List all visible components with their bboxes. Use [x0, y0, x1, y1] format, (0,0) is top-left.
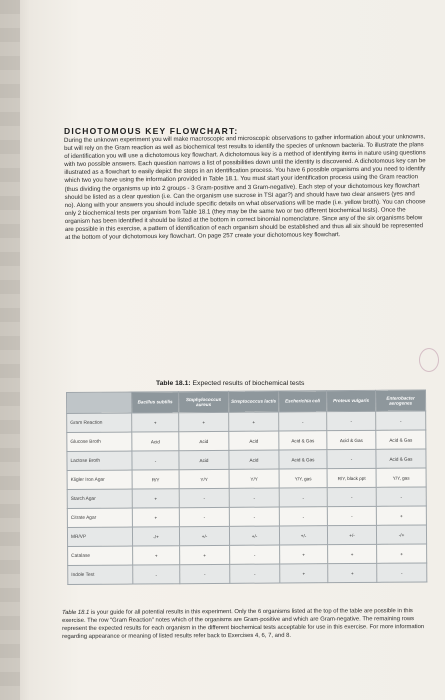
table-cell: Acid & Gas	[376, 449, 426, 468]
table-cell: Acid & Gas	[327, 430, 376, 449]
row-header: Lactose Broth	[67, 451, 132, 470]
table-cell: -	[327, 411, 376, 430]
table-cell: -	[179, 488, 229, 507]
table-row	[68, 563, 427, 585]
table-cell: -	[376, 487, 426, 506]
results-table-wrapper	[66, 389, 426, 592]
table-cell: -	[229, 507, 279, 526]
table-cell: -	[132, 451, 179, 470]
table-cell: Acid & Gas	[279, 450, 327, 469]
table-cell: Y/Y	[229, 469, 279, 488]
table-cell: -	[230, 545, 280, 564]
table-cell: +/-	[279, 526, 327, 545]
table-cell: -/+	[132, 527, 179, 546]
row-header: Starch Agar	[67, 489, 132, 508]
table-cell: Y/Y, gas	[376, 468, 426, 487]
footer-table-reference: Table 18.1	[62, 609, 90, 616]
table-cell: -	[327, 487, 376, 506]
table-cell: +	[180, 545, 230, 564]
table-row	[67, 449, 426, 471]
table-caption-number: Table 18.1:	[156, 380, 191, 387]
table-cell: +	[280, 564, 328, 583]
table-cell: Acid	[229, 450, 279, 469]
table-cell: -	[377, 563, 427, 582]
section-heading: DICHOTOMOUS KEY FLOWCHART:	[64, 126, 239, 136]
row-header: Kligler Iron Agar	[67, 470, 132, 489]
table-cell: +	[132, 489, 179, 508]
row-header: Glucose Broth	[67, 432, 132, 451]
table-cell: +	[229, 412, 279, 431]
table-cell: Acid	[229, 431, 279, 450]
table-header-row	[67, 390, 426, 414]
table-cell: -	[229, 488, 279, 507]
column-header: Escherichia coli	[278, 391, 326, 412]
table-row	[67, 487, 426, 509]
table-cell: Acid	[179, 450, 229, 469]
table-cell: -/+	[376, 525, 426, 544]
table-cell: R/Y	[132, 470, 179, 489]
table-cell: -	[327, 449, 376, 468]
table-cell: +/-	[179, 526, 229, 545]
table-cell: +	[132, 413, 179, 432]
table-cell: -	[180, 564, 230, 583]
table-cell: +	[376, 506, 426, 525]
table-cell: Acid	[179, 431, 229, 450]
pencil-mark-icon	[419, 348, 439, 372]
footer-text: is your guide for all potential results in this experiment. Only the 6 organisms listed at the top of the table are possible in this exercise. The row "Gram Reaction" notes which of the organisms are Gram-positive and which are Gram-negative. The remaining rows represent the expected results for each organism in the different biochemical tests acceptable for use in this exercise. For more information regarding appearance or meaning of listed results refer back to Exercises 4, 6, 7, and 8.	[62, 608, 425, 640]
table-cell: Acid	[132, 432, 179, 451]
table-row	[67, 430, 426, 452]
table-cell: +	[179, 412, 229, 431]
table-cell: Y/Y	[179, 469, 229, 488]
table-row	[67, 468, 426, 490]
table-cell: +/-	[327, 525, 376, 544]
column-header: Bacillus subtilis	[132, 392, 179, 413]
table-cell: +/-	[229, 526, 279, 545]
table-cell: -	[230, 564, 280, 583]
table-cell: +	[132, 508, 179, 527]
table-cell: +	[377, 544, 427, 563]
row-header: Catalase	[68, 546, 133, 565]
table-description-paragraph	[62, 607, 430, 641]
table-caption-text: Expected results of biochemical tests	[190, 380, 305, 387]
table-cell: +	[328, 563, 377, 582]
biochemical-results-table	[66, 389, 427, 585]
table-row	[68, 544, 427, 566]
table-cell: -	[279, 488, 327, 507]
table-cell: -	[179, 507, 229, 526]
column-header: Enterobacter aerogenes	[375, 390, 425, 411]
table-corner-cell	[67, 392, 132, 413]
column-header: Staphylococcus aureus	[179, 391, 229, 412]
table-cell: Acid & Gas	[376, 430, 426, 449]
table-cell: Y/Y, gas	[279, 469, 327, 488]
row-header: Citrate Agar	[67, 508, 132, 527]
table-cell: -	[279, 507, 327, 526]
table-cell: -	[133, 565, 180, 584]
column-header: Proteus vulgaris	[326, 390, 375, 411]
row-header: MR/VP	[67, 527, 132, 546]
table-cell: +	[328, 544, 377, 563]
table-cell: +	[280, 545, 328, 564]
intro-paragraph: During the unknown experiment you will make macroscopic and microscopic observations to gather information about your unknowns, but will rely on the Gram reaction as well as biochemical test results to identify the species of unknown bacteria. To illustrate the plans of identification you will use a dichotomous key flowchart. A dichotomous key is a method of identifying items in nature using questions with two possible answers. Each question narrows a list of possibilities down until the identity is discovered. A dichotomous key can be illustrated as a flowchart to easily depict the steps in an identification process. You have 6 possible organisms and you need to identify which two you have using the information provided in Table 18.1. You must start your identification process using the Gram reaction (thus dividing the organisms up into 2 groups - 3 Gram-positive and 3 Gram-negative). Each step of your dichotomous key flowchart should be listed as a clear question (i.e. Can the organism use sucrose in TSI agar?) and should have two clear answers (yes and no). Along with your answers you should include specific details on what observations will be made (i.e. yellow broth). You can choose only 2 biochemical tests per organism from Table 18.1 (they may be the same two or two different biochemical tests). Once the organism has been identified it should be listed at the bottom in correct binomial nomenclature. Since any of the six organisms below are possible in this exercise, a pattern of identification of each organism should be established and thus all six should be represented at the bottom of your dichotomous key flowchart. On page 257 create your dichotomous key flowchart.	[64, 133, 426, 242]
table-cell: +	[133, 546, 180, 565]
table-row	[67, 525, 426, 547]
column-header: Streptococcus lactis	[228, 391, 278, 412]
table-row	[67, 411, 426, 433]
table-row	[67, 506, 426, 528]
table-cell: R/Y, black ppt	[327, 468, 376, 487]
table-cell: -	[376, 411, 426, 430]
row-header: Gram Reaction	[67, 413, 132, 432]
table-caption	[156, 380, 304, 387]
table-cell: -	[327, 506, 376, 525]
row-header: Indole Test	[68, 565, 133, 584]
page-binding-shadow	[0, 0, 20, 700]
table-cell: -	[279, 412, 327, 431]
table-cell: Acid & Gas	[279, 431, 327, 450]
